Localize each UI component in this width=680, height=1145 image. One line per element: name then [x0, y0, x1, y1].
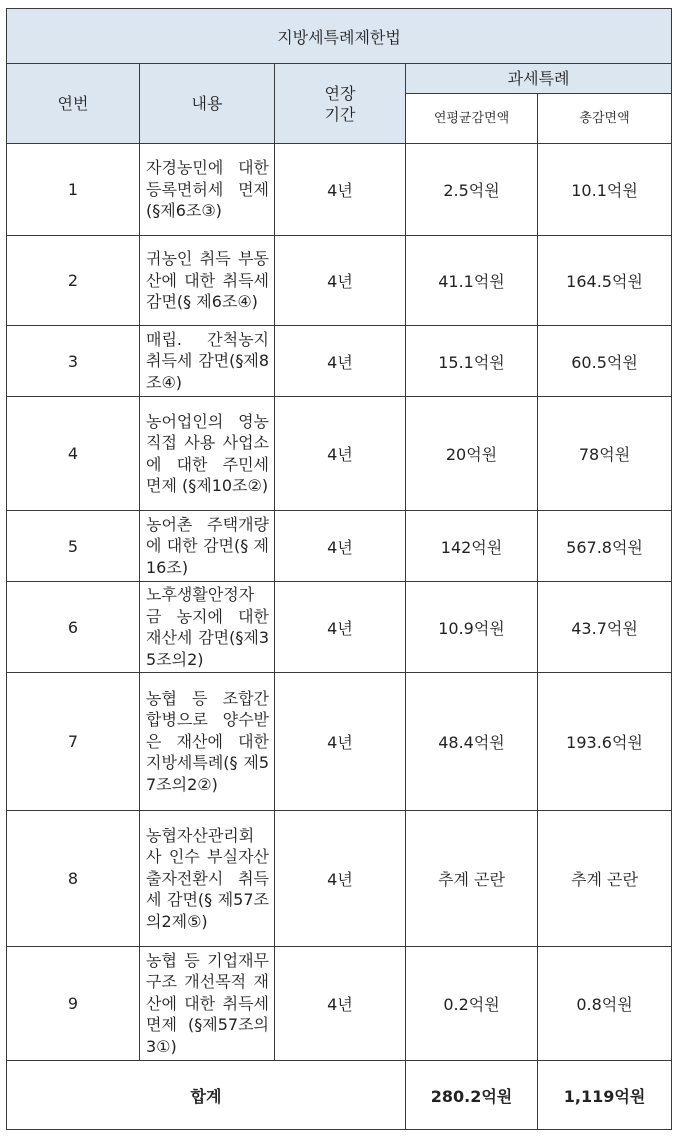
row-period: 4년	[275, 947, 406, 1061]
table-row	[7, 947, 672, 1061]
row-no: 9	[7, 947, 140, 1061]
row-no: 2	[7, 236, 140, 326]
row-no: 1	[7, 144, 140, 236]
table-row	[7, 673, 672, 811]
table-row	[7, 326, 672, 397]
row-no: 3	[7, 326, 140, 397]
table-row	[7, 236, 672, 326]
row-total: 60.5억원	[538, 326, 672, 397]
table-row	[7, 144, 672, 236]
row-total: 193.6억원	[538, 673, 672, 811]
row-content: 농협 등 조합간 합병으로 양수받은 재산에 대한 지방세특례(§ 제57조의2②)	[140, 673, 275, 811]
header-annual: 연평균감면액	[406, 94, 538, 144]
row-annual: 20억원	[406, 397, 538, 511]
row-annual: 추계 곤란	[406, 811, 538, 947]
row-total: 78억원	[538, 397, 672, 511]
row-annual: 0.2억원	[406, 947, 538, 1061]
header-total: 총감면액	[538, 94, 672, 144]
tax-exemption-table	[6, 8, 672, 1130]
row-content: 농어촌 주택개량에 대한 감면(§ 제16조)	[140, 511, 275, 582]
row-annual: 10.9억원	[406, 582, 538, 673]
table-title: 지방세특례제한법	[7, 9, 672, 64]
row-annual: 142억원	[406, 511, 538, 582]
row-content: 귀농인 취득 부동산에 대한 취득세 감면(§ 제6조④)	[140, 236, 275, 326]
row-total: 164.5억원	[538, 236, 672, 326]
row-total: 추계 곤란	[538, 811, 672, 947]
row-content: 매립. 간척농지 취득세 감면(§제8조④)	[140, 326, 275, 397]
header-no: 연번	[7, 64, 140, 144]
row-period: 4년	[275, 511, 406, 582]
row-period: 4년	[275, 582, 406, 673]
row-annual: 48.4억원	[406, 673, 538, 811]
row-annual: 15.1억원	[406, 326, 538, 397]
row-period: 4년	[275, 236, 406, 326]
row-total: 0.8억원	[538, 947, 672, 1061]
row-period: 4년	[275, 326, 406, 397]
row-no: 6	[7, 582, 140, 673]
row-total: 43.7억원	[538, 582, 672, 673]
table-row	[7, 811, 672, 947]
row-content: 농협 등 기업재무구조 개선목적 재산에 대한 취득세 면제 (§제57조의3①)	[140, 947, 275, 1061]
row-no: 8	[7, 811, 140, 947]
row-no: 4	[7, 397, 140, 511]
row-period: 4년	[275, 811, 406, 947]
header-period: 연장 기간	[275, 64, 406, 144]
header-content: 내용	[140, 64, 275, 144]
row-content: 자경농민에 대한 등록면허세 면제(§제6조③)	[140, 144, 275, 236]
row-content: 노후생활안정자금 농지에 대한 재산세 감면(§제35조의2)	[140, 582, 275, 673]
row-no: 7	[7, 673, 140, 811]
row-period: 4년	[275, 144, 406, 236]
total-row	[7, 1061, 672, 1130]
row-period: 4년	[275, 673, 406, 811]
table-row	[7, 511, 672, 582]
row-period: 4년	[275, 397, 406, 511]
row-annual: 2.5억원	[406, 144, 538, 236]
table-row	[7, 582, 672, 673]
row-total: 10.1억원	[538, 144, 672, 236]
row-total: 567.8억원	[538, 511, 672, 582]
row-content: 농어업인의 영농 직접 사용 사업소에 대한 주민세 면제 (§제10조②)	[140, 397, 275, 511]
header-tax-special: 과세특례	[406, 64, 672, 94]
row-no: 5	[7, 511, 140, 582]
table-row	[7, 397, 672, 511]
row-annual: 41.1억원	[406, 236, 538, 326]
total-sum: 1,119억원	[538, 1061, 672, 1130]
row-content: 농협자산관리회사 인수 부실자산 출자전환시 취득세 감면(§ 제57조의2제⑤)	[140, 811, 275, 947]
total-annual: 280.2억원	[406, 1061, 538, 1130]
total-label: 합계	[7, 1061, 406, 1130]
